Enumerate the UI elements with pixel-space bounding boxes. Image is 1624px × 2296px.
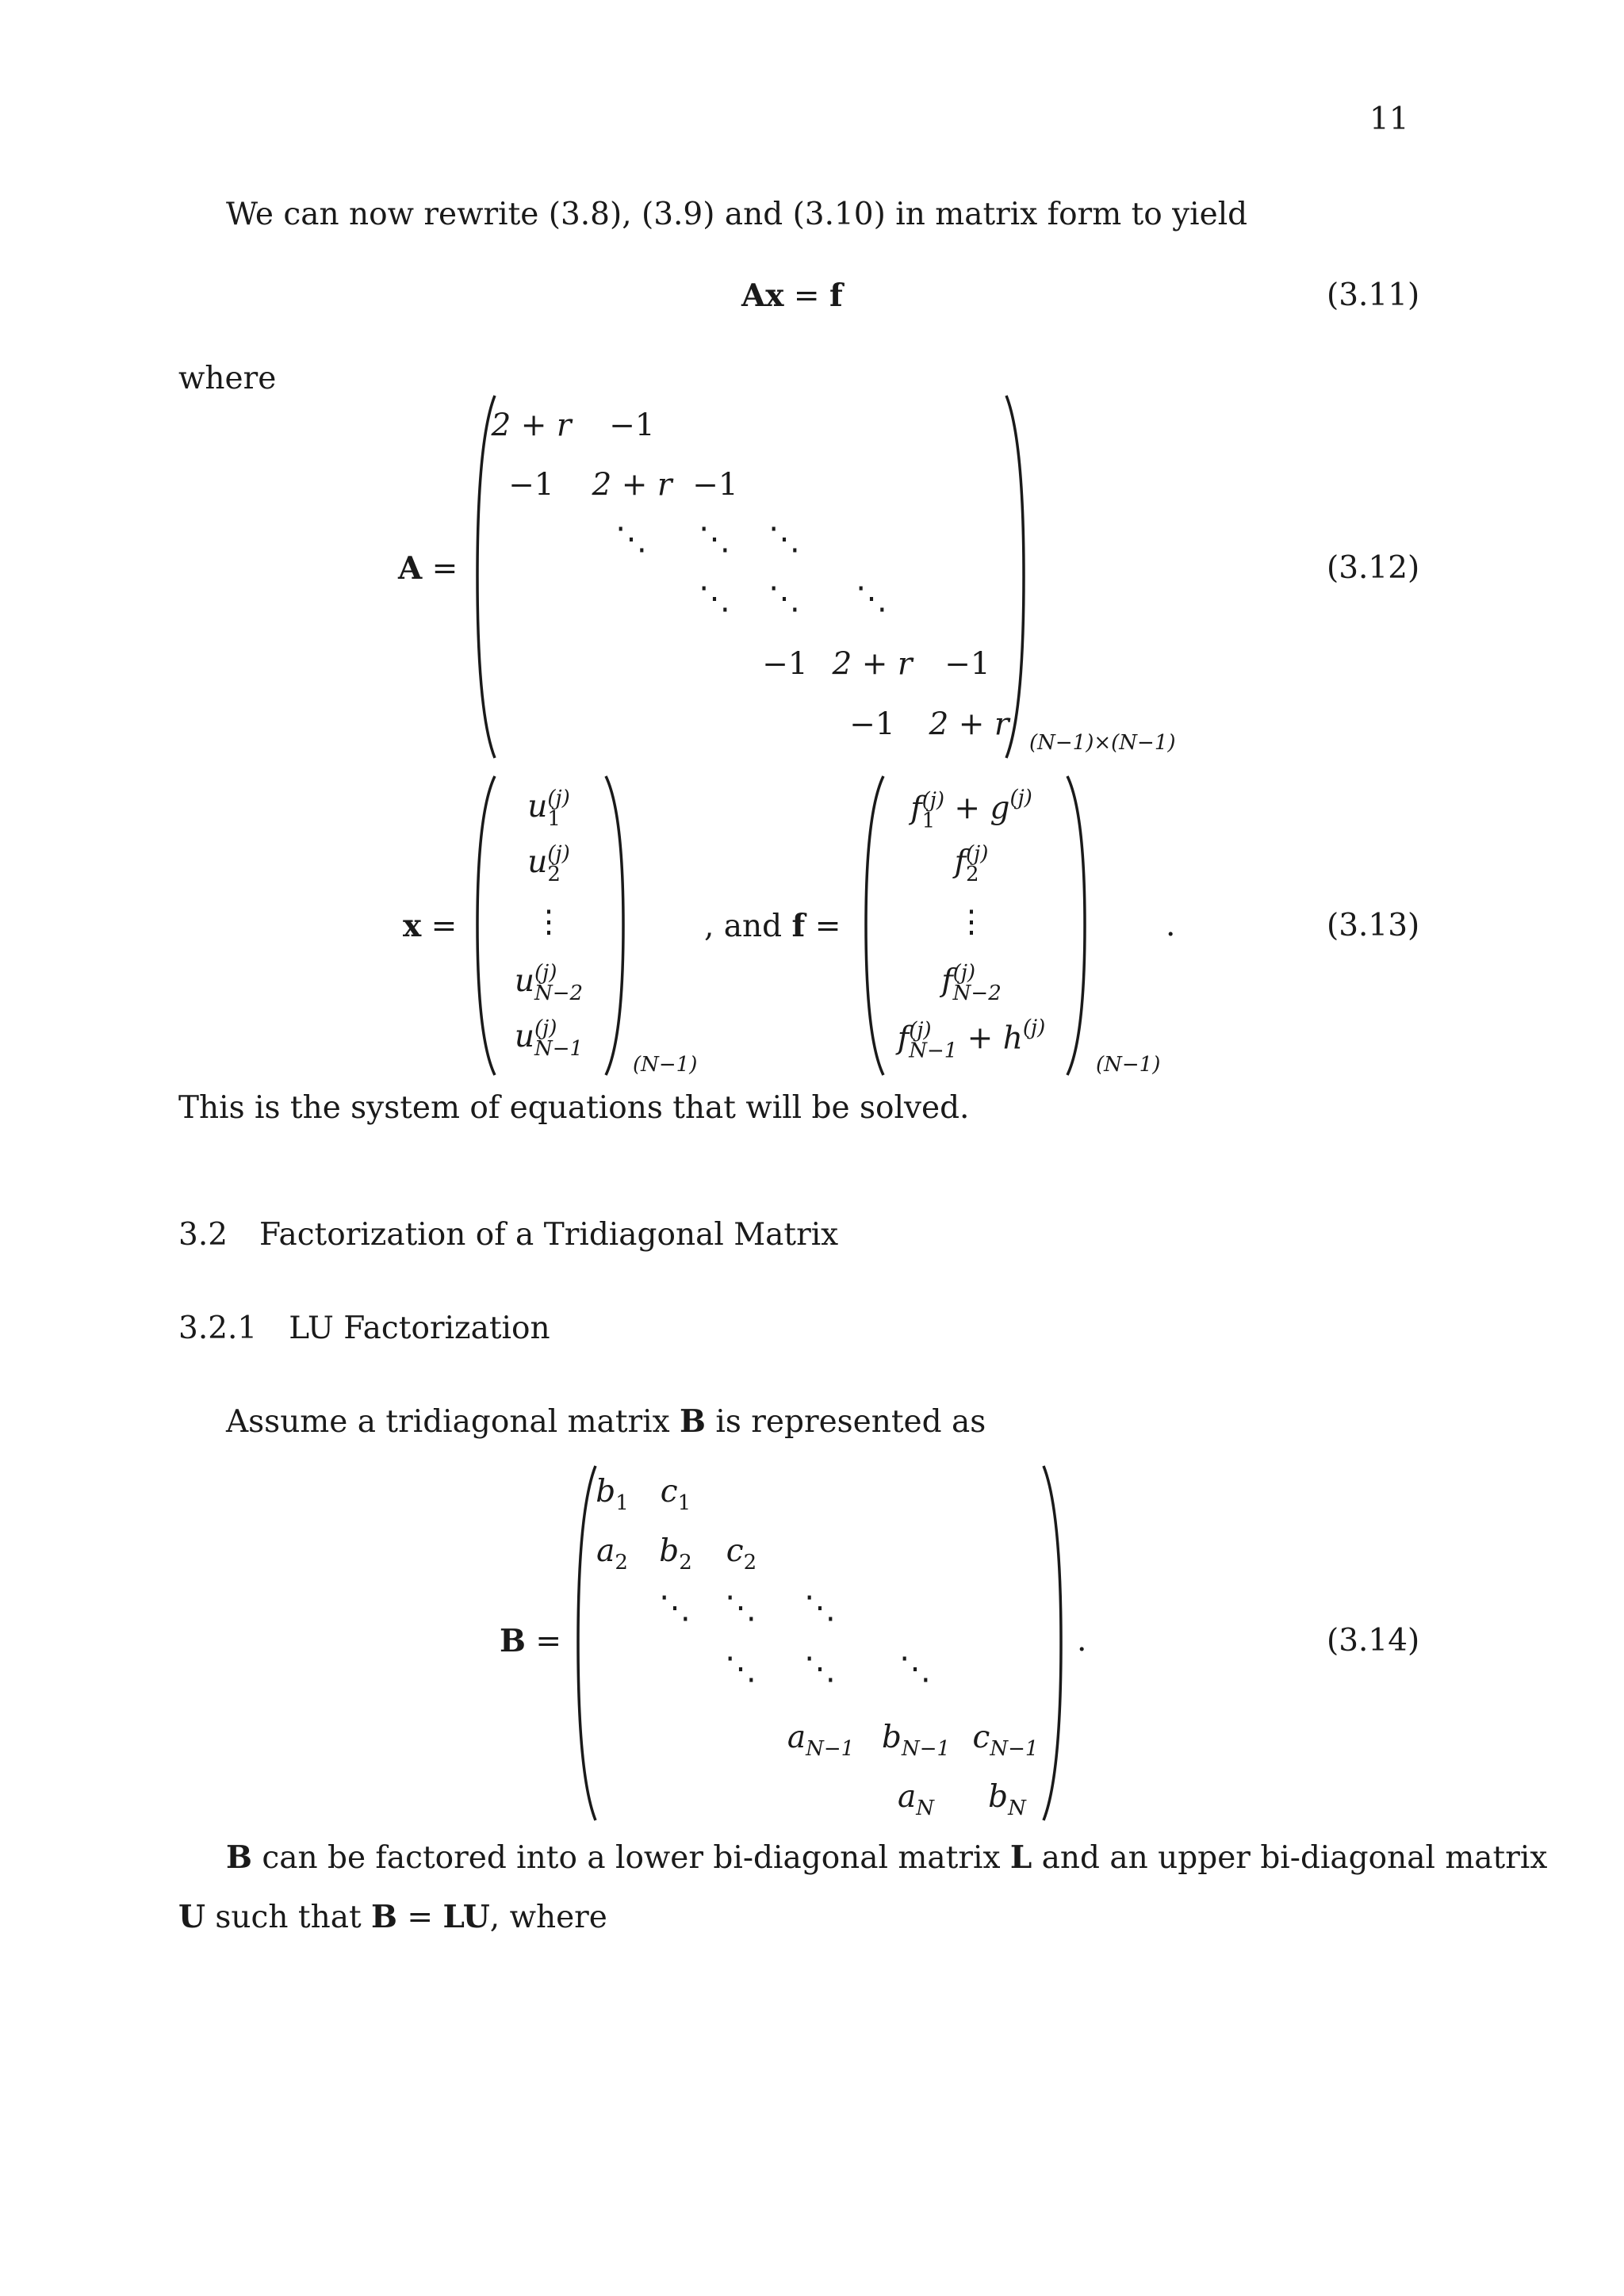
vector-f-left-paren [863,773,887,1078]
eq313-f-equals: = [805,909,841,944]
paragraph-assume: Assume a tridiagonal matrix B is represented as [226,1403,986,1440]
vector-x-size: (N−1) [633,1053,698,1077]
matrix-a-ddots: ⋱ [699,580,732,617]
eq313-and-f [704,908,841,944]
eq314-equals: = [525,1624,562,1659]
paragraph-intro: We can now rewrite (3.8), (3.9) and (3.10) in matrix form to yield [226,197,1248,232]
matrix-a-ddots: ⋱ [856,580,889,617]
equation-number-3-12: (3.12) [1327,550,1420,586]
vector-x-name: x [403,908,422,944]
matrix-a-ddots: ⋱ [768,521,802,557]
equation-number-3-14: (3.14) [1327,1623,1420,1659]
and-text: , and [704,909,783,944]
vector-f-entry: f (j) N−2 [941,961,1002,1005]
where-label: where [178,361,277,396]
matrix-b-ddots: ⋱ [804,1651,837,1687]
section-heading [178,1217,838,1253]
vector-f-entry: f (j) 1 + $g^{(j)}$ [910,786,1032,833]
vector-x-left-paren [474,773,498,1078]
matrix-b-right-paren [1040,1463,1064,1823]
matrix-b-r2c3: $c_2$ [726,1533,757,1575]
vector-f-size: (N−1) [1096,1053,1161,1077]
subsection-number: 3.2.1 [178,1311,258,1346]
equation-3-11 [741,277,843,314]
eq314-matrix-name: B [500,1623,526,1659]
vector-x-entry: u (j) N−2 [514,961,584,1005]
subsection-title: LU Factorization [289,1311,550,1346]
matrix-a-ddots: ⋱ [699,521,732,557]
vector-f-right-paren [1064,773,1088,1078]
matrix-a-left-paren [474,392,498,761]
eq314-lhs [500,1623,561,1659]
vector-x-entry: u (j) 2 [527,842,570,886]
paragraph-system: This is the system of equations that will be solved. [178,1090,970,1126]
matrix-b-r2c1: $a_2$ [596,1533,628,1575]
subsection-heading [178,1311,550,1346]
matrix-a-r1c2: −1 [609,408,655,444]
matrix-a-r6c1: −1 [849,706,895,743]
matrix-a-r2c3: −1 [692,467,738,503]
matrix-a-r2c1: −1 [508,467,554,503]
equation-number-3-13: (3.13) [1327,908,1420,943]
matrix-b-r5c1: $a_{N-1}$ [787,1720,855,1761]
section-number: 3.2 [178,1217,228,1253]
vector-x-right-paren [603,773,626,1078]
matrix-b-ddots: ⋱ [659,1590,692,1626]
matrix-b-left-paren [575,1463,599,1823]
eq314-period: . [1077,1623,1087,1659]
matrix-b-r5c2: $b_{N-1}$ [881,1720,951,1761]
matrix-a-r1c1: 2 + r [491,408,572,444]
matrix-b-r1c1: $b_1$ [596,1474,629,1515]
vector-f-entry: f (j) 2 [954,842,989,886]
equation-number-3-11: (3.11) [1327,277,1420,313]
matrix-b-r6c1: $a_N$ [897,1779,935,1820]
matrix-a-ddots: ⋱ [615,521,649,557]
matrix-b-ddots: ⋱ [725,1651,758,1687]
eq313-x-lhs [403,908,457,944]
vector-f-name: f [791,908,806,944]
matrix-a-r5c1: −1 [762,646,808,683]
matrix-a-size: (N−1)×(N−1) [1029,731,1176,755]
matrix-a-r5c3: −1 [944,646,990,683]
page-number: 11 [1369,101,1409,137]
eq313-equals: = [421,909,458,944]
paragraph-factored-line2: U such that B = LU, where [178,1899,607,1935]
eq313-period: . [1166,908,1176,943]
eq312-equals: = [422,551,458,587]
matrix-b-r6c2: $b_N$ [988,1779,1026,1820]
matrix-a-r5c2: 2 + r [832,646,913,683]
section-title: Factorization of a Tridiagonal Matrix [259,1217,839,1253]
matrix-b-ddots: ⋱ [804,1590,837,1626]
matrix-b-r1c2: $c_1$ [660,1474,691,1515]
vector-x-entry: u (j) 1 [527,786,570,831]
eq311-rhs: f [829,277,843,314]
eq312-matrix-name: A [398,550,423,587]
matrix-a-ddots: ⋱ [768,580,802,617]
vector-f-entry: f (j) N−1 + $h^{(j)}$ [897,1016,1046,1063]
vector-x-entry: u (j) N−1 [514,1016,584,1061]
matrix-a-r2c2: 2 + r [592,467,672,503]
matrix-b-r5c3: $c_{N-1}$ [972,1720,1039,1761]
eq312-lhs [398,550,458,587]
matrix-b-ddots: ⋱ [899,1651,933,1687]
matrix-a-r6c2: 2 + r [929,706,1009,743]
matrix-a-right-paren [1003,392,1027,761]
eq311-equals: = [783,278,829,314]
matrix-b-r2c2: $b_2$ [659,1533,692,1575]
eq311-lhs: Ax [741,277,784,314]
vector-f-vdots: ⋮ [956,904,987,940]
paragraph-factored-line1: B can be factored into a lower bi-diagonal matrix L and an upper bi-diagonal matrix [226,1839,1548,1876]
matrix-b-ddots: ⋱ [725,1590,758,1626]
vector-x-vdots: ⋮ [533,904,565,940]
